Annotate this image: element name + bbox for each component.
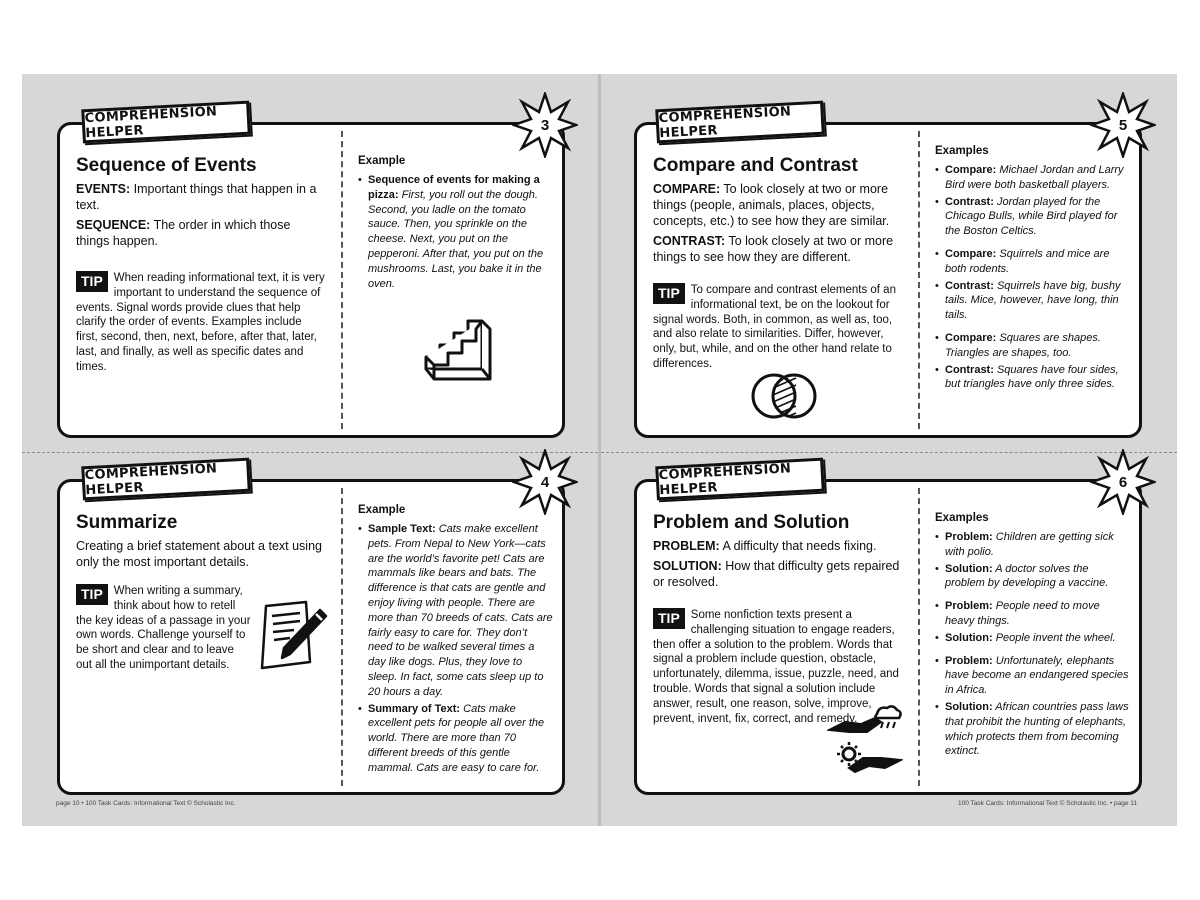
card-number: 5 bbox=[1118, 116, 1128, 134]
paper-pencil-icon bbox=[258, 600, 330, 672]
example-item: • Problem: People need to move heavy things. bbox=[935, 599, 1131, 629]
example-item: • Problem: Unfortunately, elephants have become an endangered species in Africa. bbox=[935, 654, 1131, 698]
tip-badge: TIP bbox=[76, 584, 108, 605]
tip-column bbox=[76, 584, 252, 673]
definition: PROBLEM: A difficulty that needs fixing. bbox=[653, 539, 877, 553]
footer-right: 100 Task Cards: Informational Text © Scholastic Inc. • page 11 bbox=[958, 800, 1138, 807]
tip-badge: TIP bbox=[653, 283, 685, 304]
card-number-burst bbox=[512, 449, 578, 515]
card-divider bbox=[341, 131, 343, 429]
example-item: • Summary of Text: Cats make excellent pets for people all over the world. There are more than 70 different breeds of this gentle mammal. Cats are easy to care for. bbox=[358, 702, 554, 776]
card-examples-column bbox=[935, 512, 1131, 761]
examples-list bbox=[358, 173, 550, 291]
task-card-6 bbox=[634, 479, 1142, 795]
comprehension-helper-banner: COMPREHENSION HELPER bbox=[655, 101, 825, 144]
comprehension-helper-banner: COMPREHENSION HELPER bbox=[81, 458, 251, 501]
examples-list bbox=[358, 522, 554, 776]
examples-heading: Example bbox=[358, 504, 406, 516]
tip-text: TIP Some nonfiction texts present a challenging situation to engage readers, then offer a solution to the problem. Words that signal a problem include question, obstacle, unfortunately, dilemma, issue, puzzle, need, and trouble. Words that signal a solution include answer, result, one reason, solve, improve, prevent, invent, fix, correct, and remedy. bbox=[653, 609, 899, 725]
definition: CONTRAST: To look closely at two or more things to see how they are different. bbox=[653, 234, 894, 264]
example-item: • Solution: People invent the wheel. bbox=[935, 631, 1131, 646]
footer-left: page 10 • 100 Task Cards: Informational Text © Scholastic Inc. bbox=[56, 800, 236, 807]
tip-badge: TIP bbox=[653, 608, 685, 629]
venn-diagram-icon bbox=[751, 371, 817, 421]
example-item: • Sample Text: Cats make excellent pets. From Nepal to New York—cats are the world’s favorite pet! Cats are mammals like bears and bats. The difference is that cats are gentle and enjoy living with people. There are more than 70 breeds of cats. Cats are fairly easy to care for. They don’t need to be walked several times a day like dogs. Plus, they love to sleep. In fact, some cats sleep up to 20 hours a day. bbox=[358, 522, 554, 700]
stairs-icon bbox=[422, 317, 494, 385]
example-item: • Solution: A doctor solves the problem by developing a vaccine. bbox=[935, 562, 1131, 592]
tip-text: TIP When writing a summary, think about how to retell the key ideas of a passage in your own words. Challenge yourself to be short and clear and to leave out all the unimportant details. bbox=[76, 585, 251, 671]
task-card-5 bbox=[634, 122, 1142, 438]
tip-badge: TIP bbox=[76, 271, 108, 292]
examples-list bbox=[935, 163, 1131, 392]
definition: SEQUENCE: The order in which those things happen. bbox=[76, 218, 291, 248]
card-left-column bbox=[76, 155, 326, 375]
example-item: • Contrast: Squares have four sides, but triangles have only three sides. bbox=[935, 363, 1131, 393]
card-left-column bbox=[653, 512, 907, 726]
task-card-4 bbox=[57, 479, 565, 795]
examples-heading: Example bbox=[358, 155, 406, 167]
card-divider bbox=[341, 488, 343, 786]
example-item: • Compare: Michael Jordan and Larry Bird were both basketball players. bbox=[935, 163, 1131, 193]
card-left-column bbox=[76, 512, 328, 574]
card-divider bbox=[918, 488, 920, 786]
card-number-burst bbox=[512, 92, 578, 158]
tip-text: TIP When reading informational text, it is very important to understand the sequence of events. Signal words provide clues that help clarify the order of events. Examples include first, second, then, next, before, after that, later, last, and finally, as well as specific dates and times. bbox=[76, 272, 325, 373]
card-number: 4 bbox=[540, 473, 550, 491]
comprehension-helper-banner: COMPREHENSION HELPER bbox=[655, 458, 825, 501]
example-item: • Sequence of events for making a pizza: First, you roll out the dough. Second, you ladle on the tomato sauce. Then, you sprinkle on the cheese. Next, you put on the pepperoni. After that, you put on the mushrooms. Last, you bake it in the oven. bbox=[358, 173, 550, 291]
example-item: • Problem: Children are getting sick with polio. bbox=[935, 530, 1131, 560]
card-title: Sequence of Events bbox=[76, 155, 257, 176]
card-title: Summarize bbox=[76, 512, 178, 533]
examples-heading: Examples bbox=[935, 512, 989, 524]
task-card-3 bbox=[57, 122, 565, 438]
definition: COMPARE: To look closely at two or more things (people, animals, places, objects, concepts, etc.) to see how they are similar. bbox=[653, 182, 890, 228]
card-left-column bbox=[653, 155, 907, 372]
card-number: 6 bbox=[1118, 473, 1128, 491]
examples-list bbox=[935, 530, 1131, 759]
card-examples-column bbox=[935, 145, 1131, 394]
card-title: Compare and Contrast bbox=[653, 155, 858, 176]
definition: EVENTS: Important things that happen in a text. bbox=[76, 182, 317, 212]
example-item: • Contrast: Squirrels have big, bushy tails. Mice, however, have long, thin tails. bbox=[935, 279, 1131, 323]
hands-weather-icon bbox=[827, 702, 903, 778]
card-number: 3 bbox=[540, 116, 550, 134]
card-examples-column bbox=[358, 504, 554, 778]
tip-text: TIP To compare and contrast elements of an informational text, be on the lookout for signal words. Both, in common, as well as, too, and also relate to similarities. Differ, however, only, but, while, and on the other hand relate to differences. bbox=[653, 284, 896, 370]
examples-heading: Examples bbox=[935, 145, 989, 157]
definition: SOLUTION: How that difficulty gets repaired or resolved. bbox=[653, 559, 900, 589]
card-number-burst bbox=[1090, 449, 1156, 515]
card-title: Problem and Solution bbox=[653, 512, 850, 533]
book-spine bbox=[598, 74, 601, 826]
example-item: • Compare: Squirrels and mice are both rodents. bbox=[935, 247, 1131, 277]
example-item: • Compare: Squares are shapes. Triangles are shapes, too. bbox=[935, 331, 1131, 361]
example-item: • Solution: African countries pass laws that prohibit the hunting of elephants, which protects them from becoming extinct. bbox=[935, 700, 1131, 759]
card-divider bbox=[918, 131, 920, 429]
definition: Creating a brief statement about a text using only the most important details. bbox=[76, 539, 322, 569]
example-item: • Contrast: Jordan played for the Chicago Bulls, while Bird played for the Boston Celtics. bbox=[935, 195, 1131, 239]
card-number-burst bbox=[1090, 92, 1156, 158]
comprehension-helper-banner: COMPREHENSION HELPER bbox=[81, 101, 251, 144]
card-examples-column bbox=[358, 155, 550, 293]
